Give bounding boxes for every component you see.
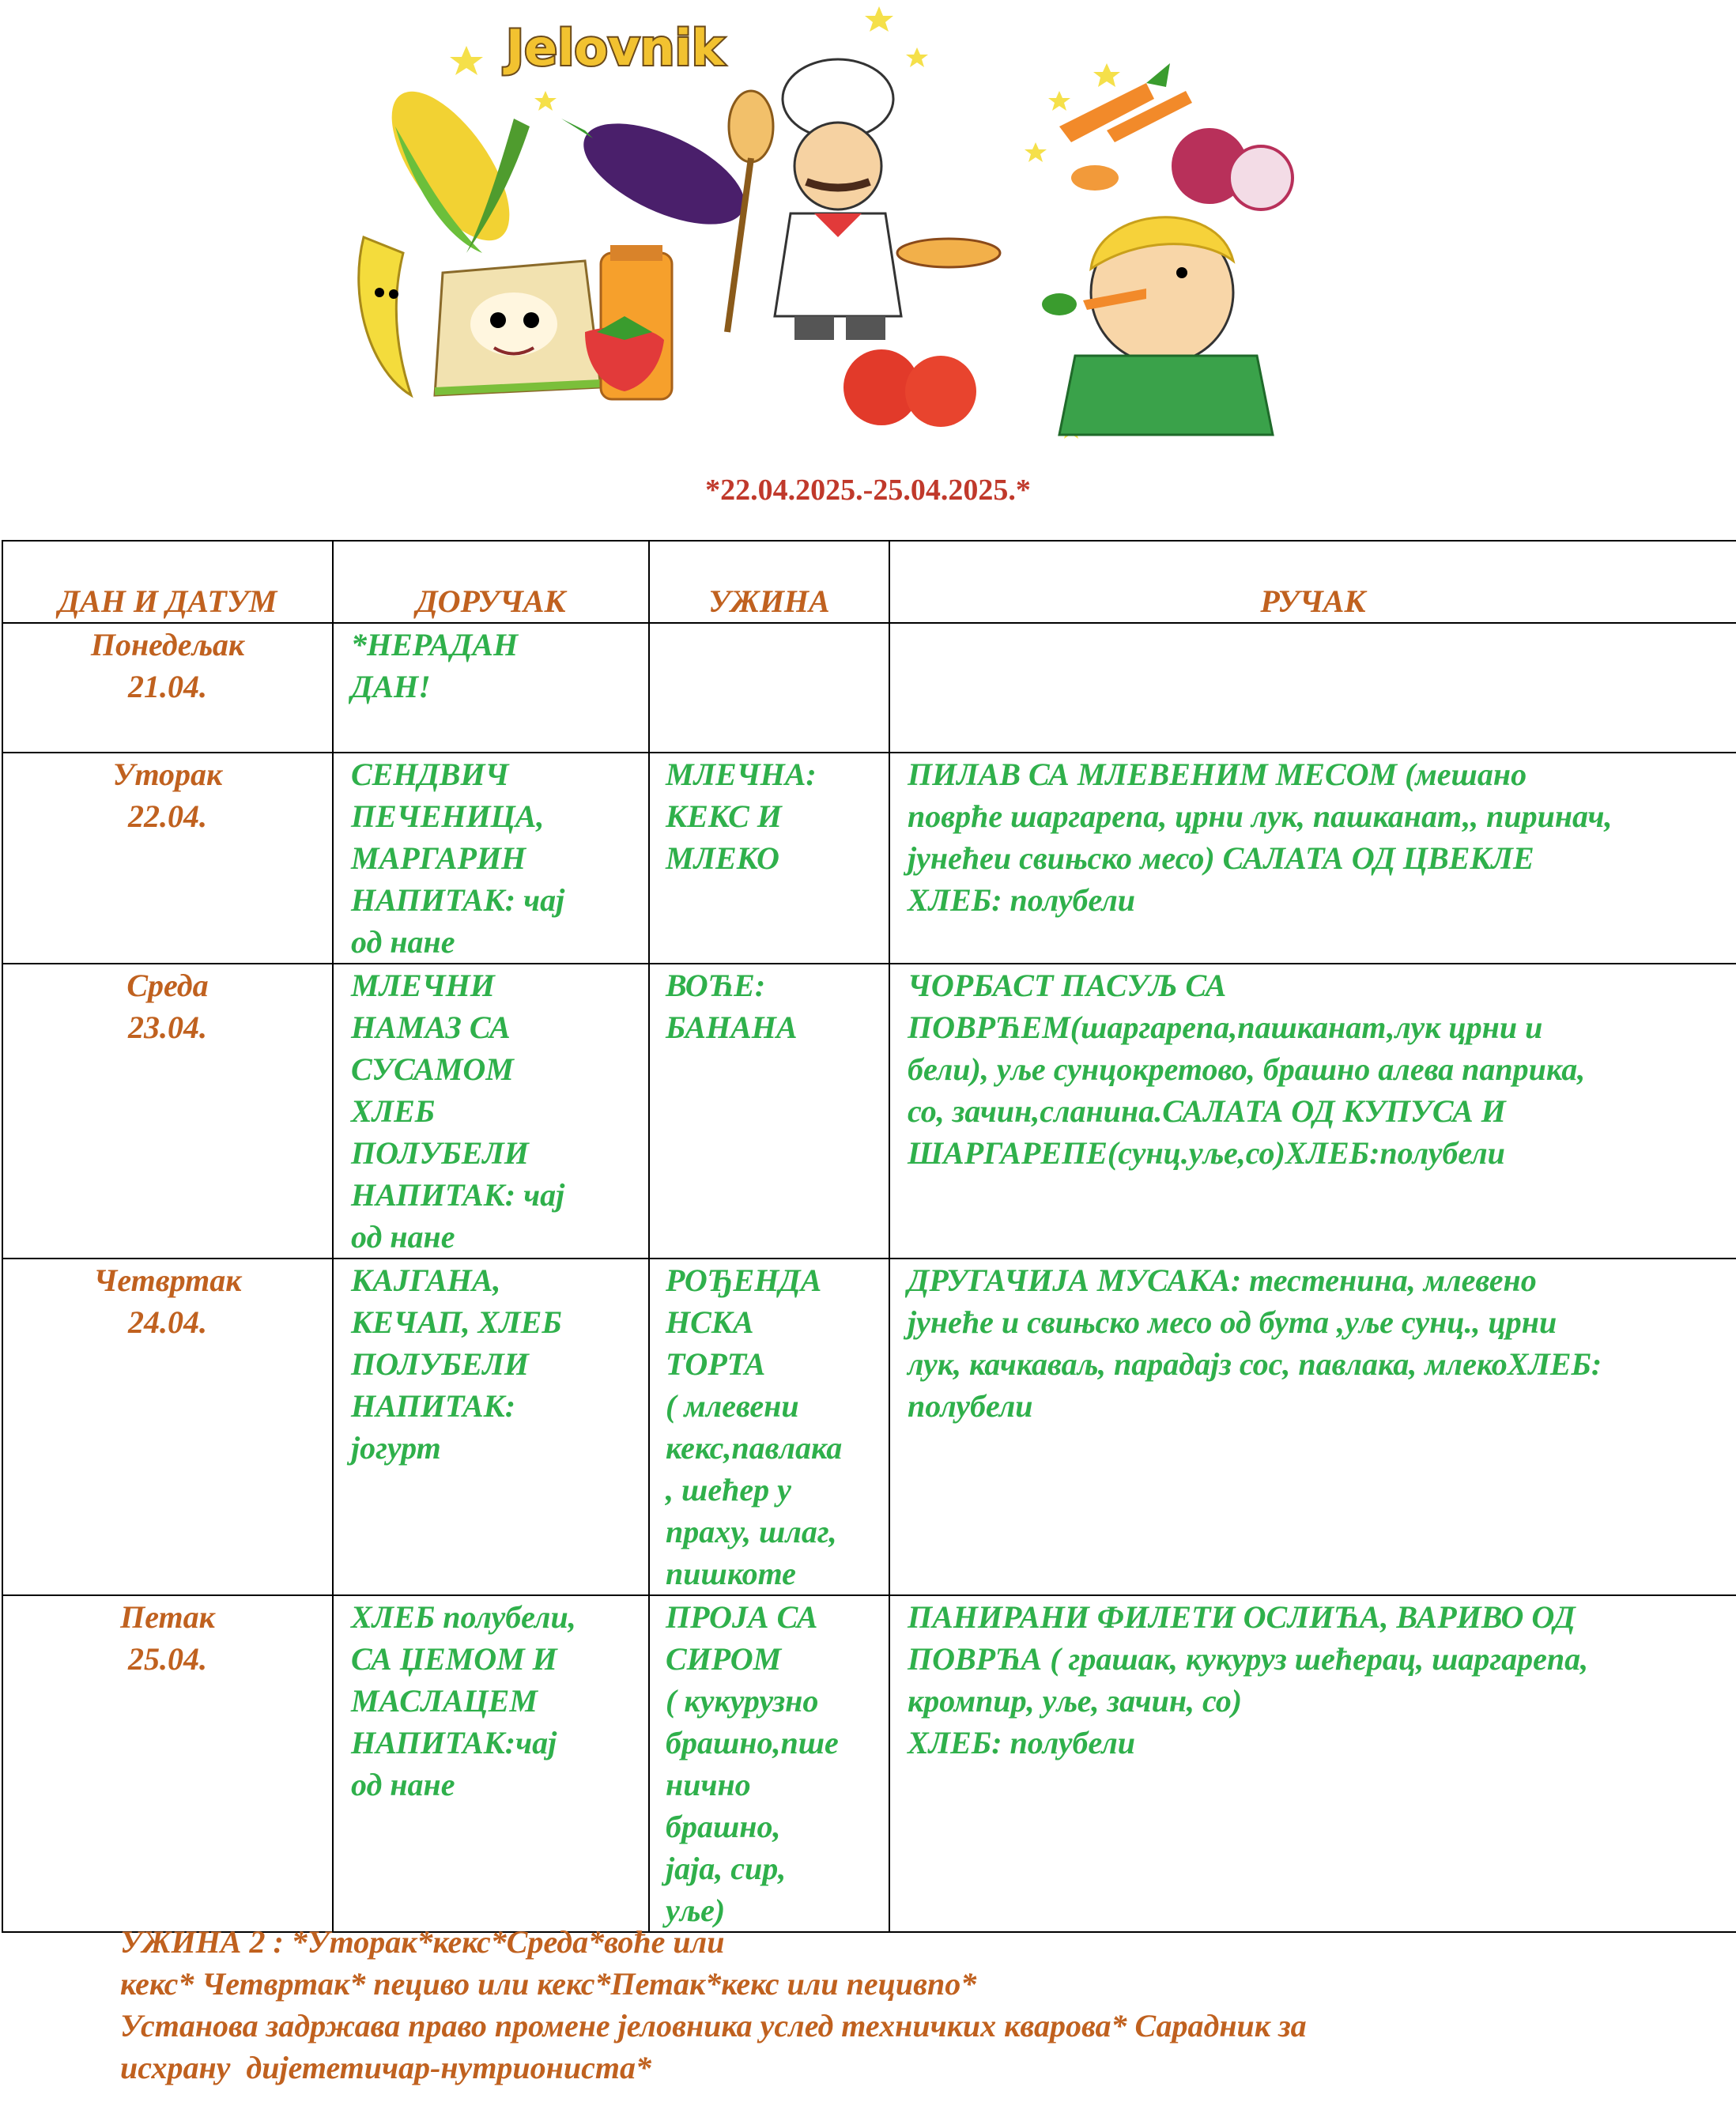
day-cell — [2, 1595, 333, 1932]
snack-line: , шећер у — [666, 1472, 791, 1508]
snack-line: МЛЕКО — [666, 840, 779, 876]
column-header-breakfast: ДОРУЧАК — [333, 541, 649, 623]
lunch-line: ШАРГАРЕПЕ(сунц.уље,со)ХЛЕБ:полубели — [908, 1135, 1505, 1171]
day-date: 22.04. — [128, 798, 207, 834]
breakfast-line: од нане — [351, 924, 455, 960]
breakfast-line: НАПИТАК: — [351, 1388, 516, 1424]
breakfast-line: ХЛЕБ — [351, 1093, 436, 1129]
day-name: Среда — [126, 968, 209, 1003]
lunch-line: ХЛЕБ: полубели — [908, 882, 1136, 918]
table-header-row — [2, 541, 1736, 623]
breakfast-cell — [333, 753, 649, 964]
table-row — [2, 623, 1736, 753]
snack-line: ВОЋЕ: — [666, 968, 766, 1003]
day-date: 21.04. — [128, 669, 207, 704]
snack-line: МЛЕЧНА: — [666, 757, 817, 792]
snack-line: нично — [666, 1767, 751, 1802]
logo-text: Jelovnik — [506, 19, 725, 77]
chef-icon — [727, 59, 1000, 340]
breakfast-line: ПОЛУБЕЛИ — [351, 1346, 529, 1382]
breakfast-line: КЕЧАП, ХЛЕБ — [351, 1304, 562, 1340]
breakfast-line: МЛЕЧНИ — [351, 968, 495, 1003]
snack-line: БАНАНА — [666, 1009, 798, 1045]
day-cell — [2, 1259, 333, 1595]
column-header-day-date: ДАН И ДАТУМ — [2, 541, 333, 623]
lunch-line: ПИЛАВ СА МЛЕВЕНИМ МЕСОМ (мешано — [908, 757, 1527, 792]
column-header-snack: УЖИНА — [649, 541, 889, 623]
breakfast-line: СУСАМОМ — [351, 1051, 514, 1087]
lunch-line: ПОВРЋА ( грашак, кукуруз шећерац, шаргарепа, — [908, 1641, 1589, 1677]
day-cell — [2, 964, 333, 1259]
lunch-line: лук, качкаваљ, парадајз сос, павлака, млекоХЛЕБ: — [908, 1346, 1602, 1382]
snack-line: уље) — [666, 1893, 726, 1928]
date-range: *22.04.2025.-25.04.2025.* — [705, 474, 1031, 507]
snack-line: кекс,павлака — [666, 1430, 843, 1466]
snack-cell — [649, 1259, 889, 1595]
breakfast-line: НАПИТАК: чај — [351, 882, 565, 918]
breakfast-cell — [333, 964, 649, 1259]
breakfast-line: МАРГАРИН — [351, 840, 526, 876]
snack-line: пишкоте — [666, 1556, 796, 1591]
breakfast-line: ДАН! — [351, 669, 431, 704]
snack-cell — [649, 1595, 889, 1932]
snack-cell — [649, 753, 889, 964]
snack-cell — [649, 964, 889, 1259]
footer-line: УЖИНА 2 : *Уторак*кекс*Среда*воће или — [120, 1924, 725, 1960]
breakfast-line: СЕНДВИЧ — [351, 757, 509, 792]
table-row — [2, 1595, 1736, 1932]
lunch-cell — [889, 623, 1736, 753]
tomato-icon — [843, 349, 976, 427]
day-date: 24.04. — [128, 1304, 207, 1340]
breakfast-line: НАМАЗ СА — [351, 1009, 511, 1045]
breakfast-line: *НЕРАДАН — [351, 627, 519, 662]
banana-icon — [359, 237, 411, 395]
day-date: 25.04. — [128, 1641, 207, 1677]
day-name: Уторак — [112, 757, 223, 792]
lunch-line: јунећеи свињско месо) САЛАТА ОД ЦВЕКЛЕ — [908, 840, 1534, 876]
lunch-cell — [889, 1595, 1736, 1932]
breakfast-line: НАПИТАК: чај — [351, 1177, 565, 1213]
snack-line: РОЂЕНДА — [666, 1262, 822, 1298]
breakfast-line: од нане — [351, 1767, 455, 1802]
breakfast-line: од нане — [351, 1219, 455, 1255]
lunch-line: полубели — [908, 1388, 1033, 1424]
lunch-line: бели), уље сунцокретово, брашно алева паприка, — [908, 1051, 1586, 1087]
menu-banner-illustration — [348, 0, 1376, 443]
day-name: Понедељак — [90, 627, 245, 662]
breakfast-line: ХЛЕБ полубели, — [351, 1599, 576, 1635]
breakfast-line: МАСЛАЦЕМ — [351, 1683, 538, 1719]
snack-line: ( млевени — [666, 1388, 799, 1424]
snack-line: СИРОМ — [666, 1641, 782, 1677]
breakfast-cell — [333, 1595, 649, 1932]
lunch-line: кромпир, уље, зачин, со) — [908, 1683, 1243, 1719]
snack-line: брашно,пше — [666, 1725, 839, 1760]
lunch-line: ПАНИРАНИ ФИЛЕТИ ОСЛИЋА, ВАРИВО ОД — [908, 1599, 1576, 1635]
breakfast-line: СА ЏЕМОМ И — [351, 1641, 557, 1677]
footer-line: Установа задржава право промене јеловника услед техничких кварова* Сарадник за — [120, 2008, 1307, 2044]
snack-line: НСКА — [666, 1304, 754, 1340]
lunch-line: ЧОРБАСТ ПАСУЉ СА — [908, 968, 1227, 1003]
lunch-line: ХЛЕБ: полубели — [908, 1725, 1136, 1760]
footer-line: исхрану дијететичар-нутриониста* — [120, 2050, 651, 2085]
lunch-cell — [889, 753, 1736, 964]
day-name: Четвртак — [93, 1262, 242, 1298]
snack-cell — [649, 623, 889, 753]
sandwich-icon — [435, 261, 601, 395]
snack-line: брашно, — [666, 1809, 781, 1844]
weekly-menu-table — [2, 540, 1736, 1933]
day-name: Петак — [120, 1599, 215, 1635]
lunch-line: јунеће и свињско месо од бута ,уље сунц., црни — [908, 1304, 1557, 1340]
breakfast-line: ПЕЧЕНИЦА, — [351, 798, 545, 834]
table-row — [2, 753, 1736, 964]
breakfast-cell — [333, 623, 649, 753]
breakfast-line: ПОЛУБЕЛИ — [351, 1135, 529, 1171]
table-row — [2, 1259, 1736, 1595]
column-header-lunch: РУЧАК — [889, 541, 1736, 623]
day-date: 23.04. — [128, 1009, 207, 1045]
snack-line: КЕКС И — [666, 798, 782, 834]
day-cell — [2, 623, 333, 753]
snack-line: ТОРТА — [666, 1346, 766, 1382]
snack-line: праху, шлаг, — [666, 1514, 837, 1549]
breakfast-cell — [333, 1259, 649, 1595]
snack-line: јаја, сир, — [666, 1851, 787, 1886]
lunch-cell — [889, 964, 1736, 1259]
day-cell — [2, 753, 333, 964]
lunch-line: поврће шаргарепа, црни лук, пашканат,, пиринач, — [908, 798, 1613, 834]
lunch-line: ДРУГАЧИЈА МУСАКА: тестенина, млевено — [908, 1262, 1537, 1298]
breakfast-line: КАЈГАНА, — [351, 1262, 501, 1298]
lunch-line: ПОВРЋЕМ(шаргарепа,пашканат,лук црни и — [908, 1009, 1543, 1045]
corn-icon — [370, 73, 532, 259]
lunch-cell — [889, 1259, 1736, 1595]
footer-notes — [120, 1921, 1622, 2089]
onion-icon — [1172, 128, 1293, 209]
snack-line: ( кукурузно — [666, 1683, 819, 1719]
breakfast-line: јогурт — [351, 1430, 441, 1466]
lunch-line: со, зачин,сланина.САЛАТА ОД КУПУСА И — [908, 1093, 1506, 1129]
footer-line: кекс* Четвртак* пециво или кекс*Петак*кекс или пецивпо* — [120, 1966, 977, 2002]
table-row — [2, 964, 1736, 1259]
snack-line: ПРОЈА СА — [666, 1599, 818, 1635]
boy-eating-carrot-icon — [1042, 217, 1273, 435]
breakfast-line: НАПИТАК:чај — [351, 1725, 557, 1760]
